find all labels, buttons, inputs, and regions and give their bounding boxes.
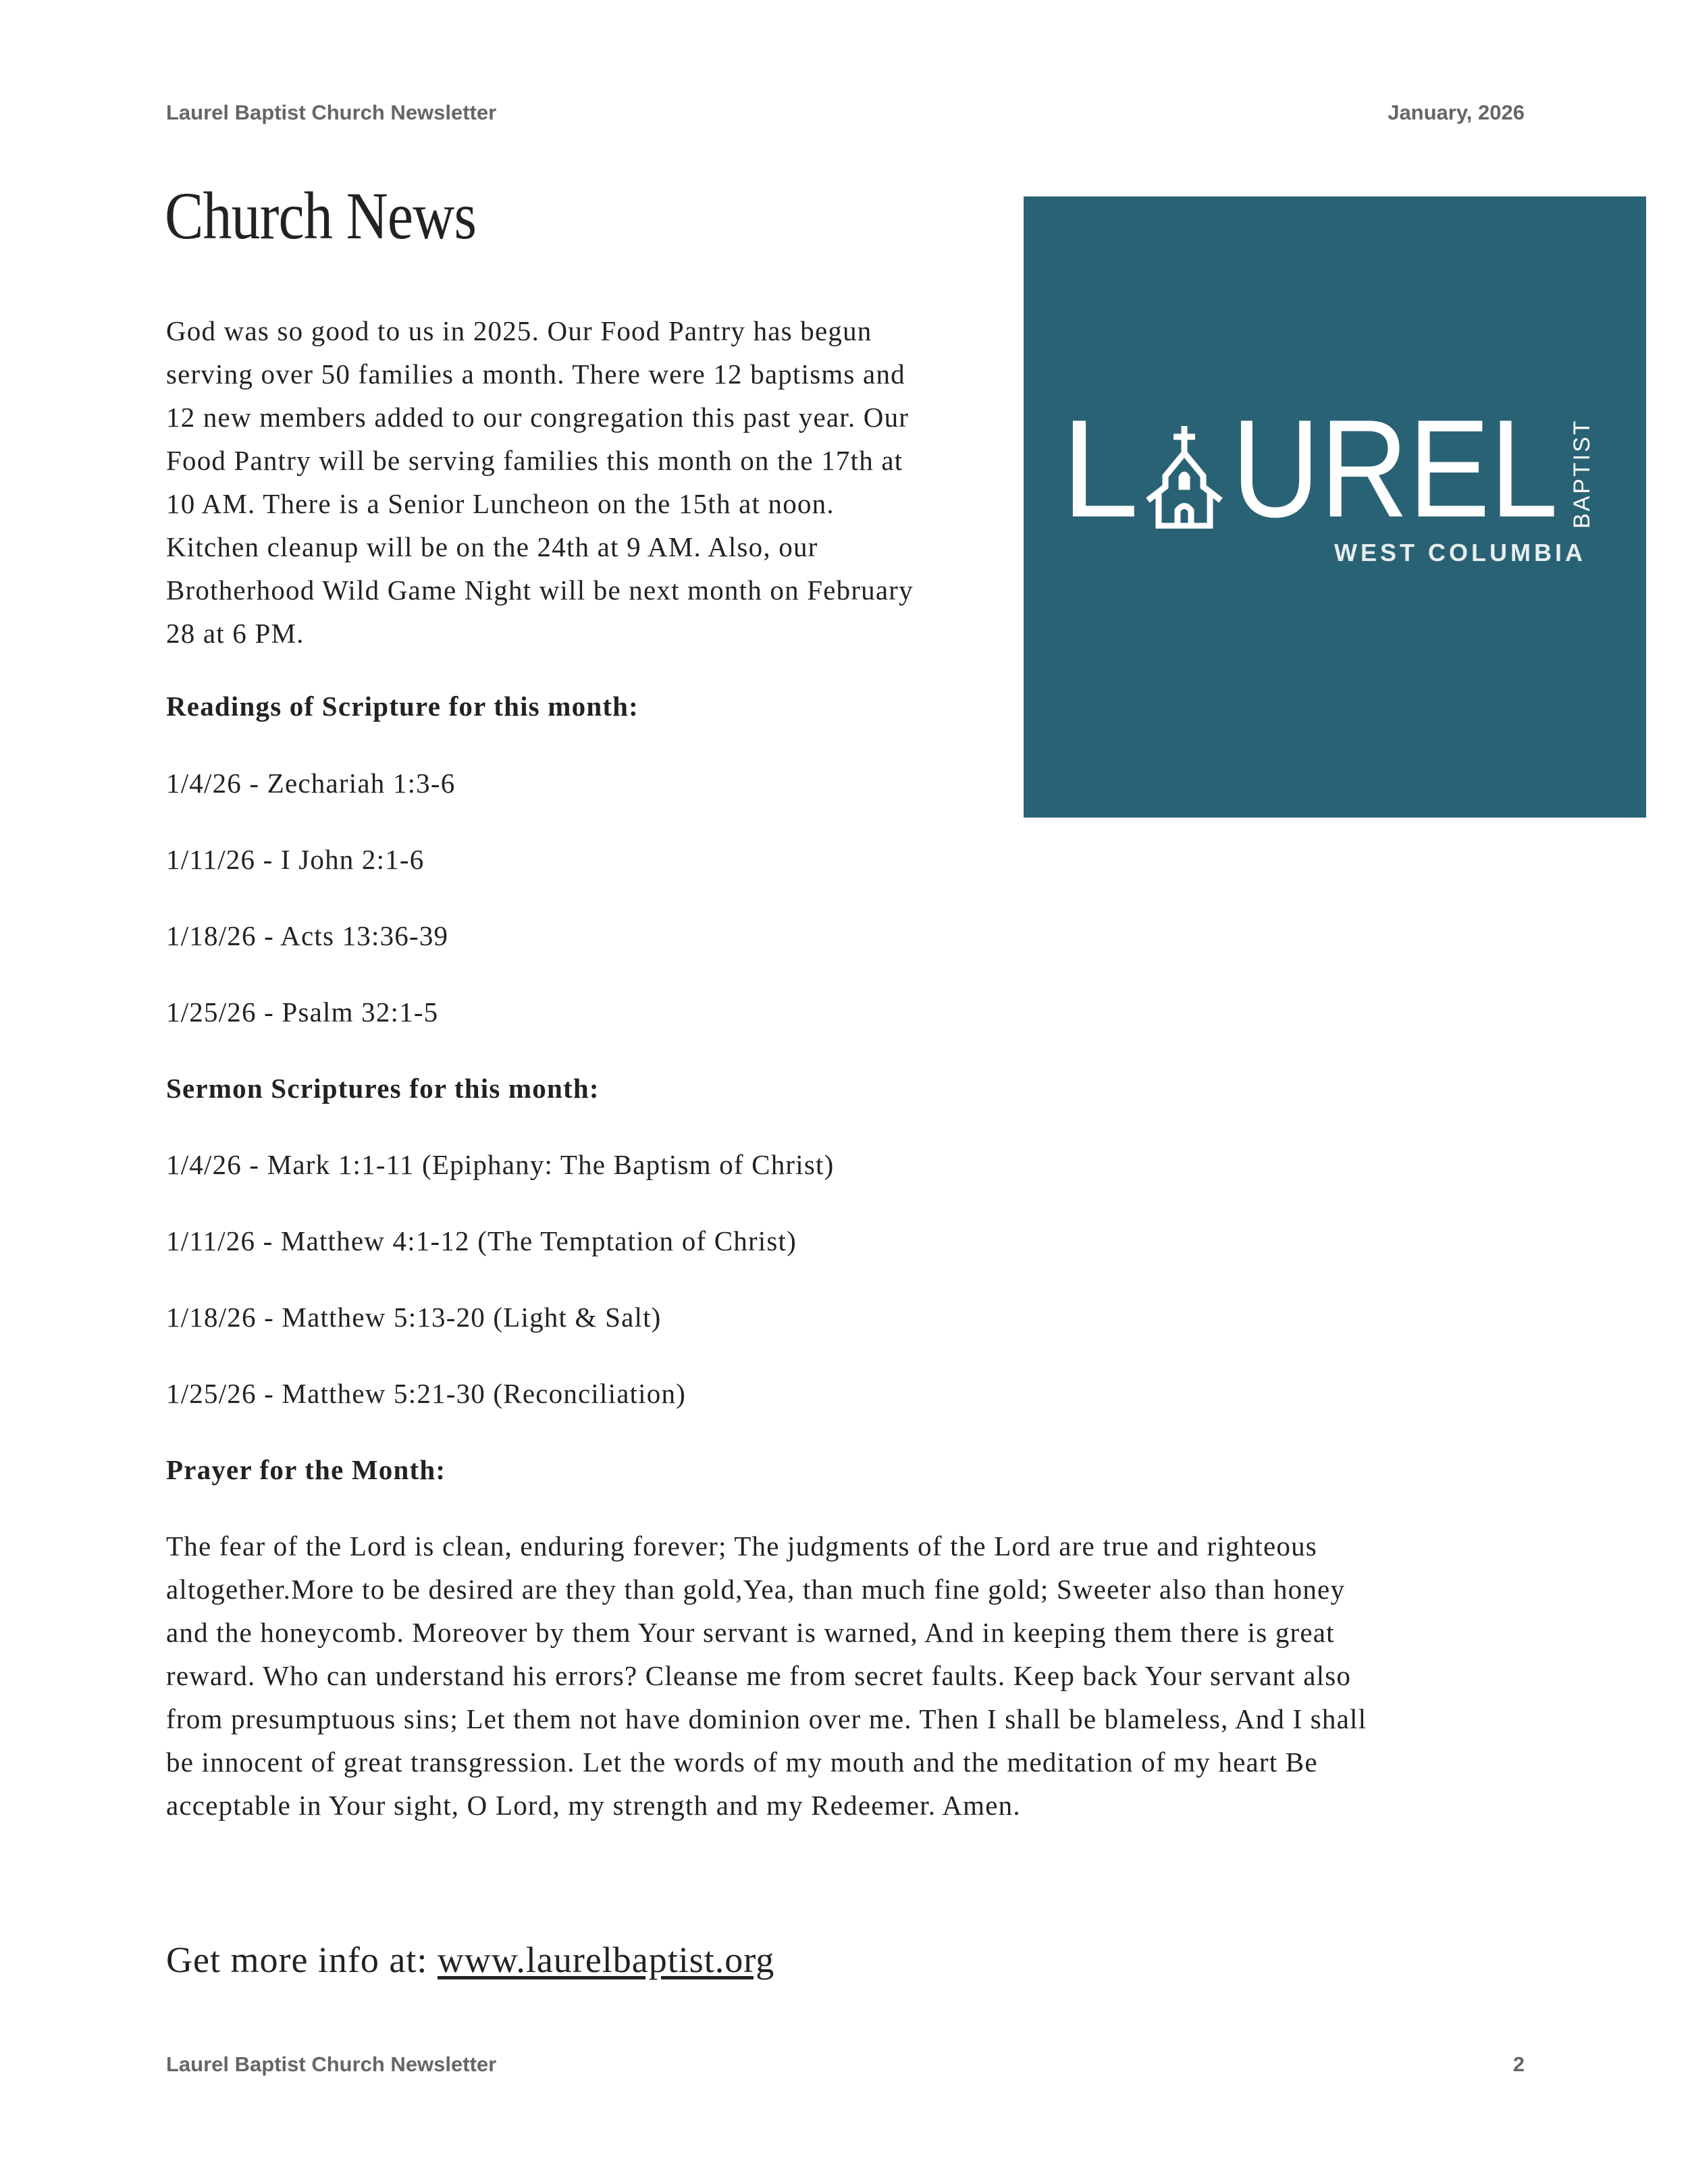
reading-item: 1/4/26 - Zechariah 1:3-6	[166, 768, 456, 799]
intro-line: 28 at 6 PM.	[166, 618, 305, 649]
page-title: Church News	[165, 178, 477, 253]
readings-heading: Readings of Scripture for this month:	[166, 691, 639, 722]
logo-letter-l: L	[1061, 391, 1139, 546]
intro-line: 12 new members added to our congregation this past year. Our	[166, 402, 909, 433]
intro-line: God was so good to us in 2025. Our Food Pantry has begun	[166, 315, 872, 346]
intro-line: Food Pantry will be serving families this month on the 17th at	[166, 445, 903, 476]
sermon-item: 1/18/26 - Matthew 5:13-20 (Light & Salt)	[166, 1302, 662, 1333]
prayer-paragraph	[166, 1524, 1367, 1827]
footer-title: Laurel Baptist Church Newsletter	[166, 2052, 497, 2076]
prayer-line: The fear of the Lord is clean, enduring forever; The judgments of the Lord are true and righteous	[166, 1530, 1317, 1562]
more-info	[166, 1939, 774, 1981]
prayer-line: altogether.More to be desired are they than gold,Yea, than much fine gold; Sweeter also than honey	[166, 1574, 1346, 1605]
reading-item: 1/25/26 - Psalm 32:1-5	[166, 996, 439, 1028]
prayer-line: be innocent of great transgression. Let the words of my mouth and the meditation of my heart Be	[166, 1747, 1318, 1778]
intro-line: Brotherhood Wild Game Night will be next month on February	[166, 575, 914, 606]
more-info-label: Get more info at:	[166, 1940, 438, 1980]
prayer-line: acceptable in Your sight, O Lord, my strength and my Redeemer. Amen.	[166, 1790, 1021, 1821]
church-logo	[1024, 196, 1646, 818]
reading-item: 1/11/26 - I John 2:1-6	[166, 844, 425, 875]
logo-west-columbia: WEST COLUMBIA	[1334, 539, 1586, 566]
intro-line: Kitchen cleanup will be on the 24th at 9 AM. Also, our	[166, 531, 818, 562]
header-date: January, 2026	[1388, 101, 1525, 124]
prayer-heading: Prayer for the Month:	[166, 1454, 446, 1485]
prayer-line: and the honeycomb. Moreover by them Your servant is warned, And in keeping them there is great	[166, 1617, 1335, 1648]
header-title: Laurel Baptist Church Newsletter	[166, 101, 497, 124]
sermon-item: 1/25/26 - Matthew 5:21-30 (Reconciliation)	[166, 1378, 687, 1409]
intro-line: serving over 50 families a month. There were 12 baptisms and	[166, 358, 905, 390]
prayer-line: reward. Who can understand his errors? Cleanse me from secret faults. Keep back Your servant also	[166, 1660, 1352, 1691]
sermons-heading: Sermon Scriptures for this month:	[166, 1073, 600, 1104]
logo-baptist: BAPTIST	[1569, 419, 1595, 529]
website-link[interactable]: www.laurelbaptist.org	[437, 1940, 775, 1980]
sermon-item: 1/11/26 - Matthew 4:1-12 (The Temptation of Christ)	[166, 1225, 797, 1256]
logo-wordmark: UREL	[1232, 391, 1558, 546]
prayer-line: from presumptuous sins; Let them not have dominion over me. Then I shall be blameless, And I shall	[166, 1703, 1367, 1734]
intro-line: 10 AM. There is a Senior Luncheon on the 15th at noon.	[166, 488, 835, 519]
reading-item: 1/18/26 - Acts 13:36-39	[166, 920, 449, 951]
church-icon	[1141, 426, 1228, 529]
page-number: 2	[1512, 2052, 1525, 2076]
sermon-item: 1/4/26 - Mark 1:1-11 (Epiphany: The Baptism of Christ)	[166, 1149, 835, 1180]
intro-paragraph	[166, 309, 914, 655]
